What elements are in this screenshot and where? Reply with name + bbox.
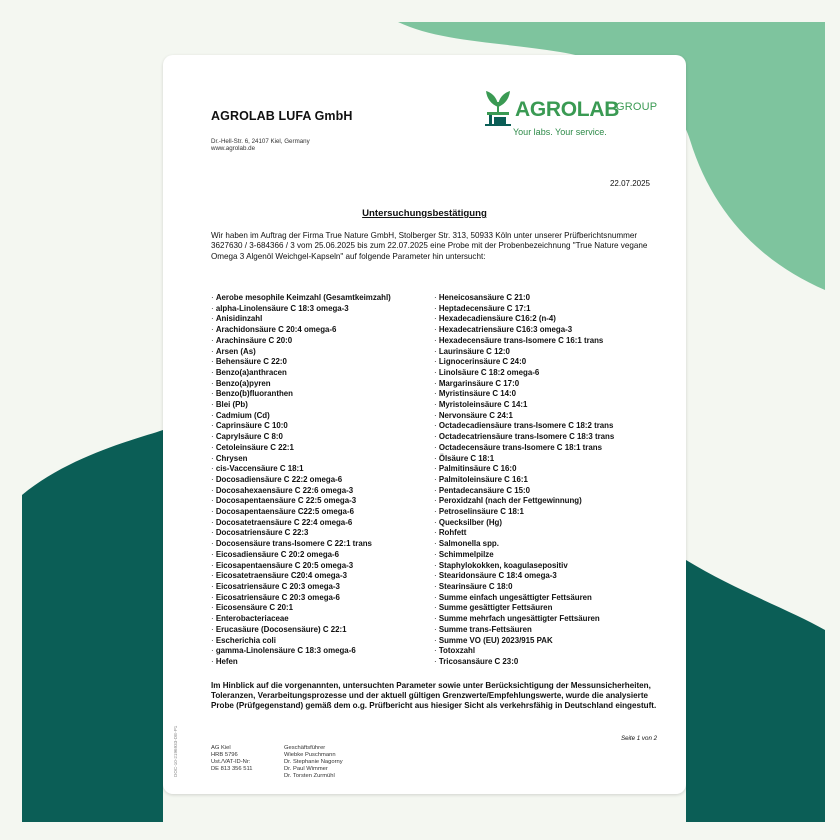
footer-line: AG Kiel: [211, 745, 231, 751]
parameter-item: · Docosapentaensäure C22:5 omega-6: [211, 507, 391, 518]
parameter-item: · Docosahexaensäure C 22:6 omega-3: [211, 486, 391, 497]
parameter-item: · Myristinsäure C 14:0: [434, 389, 614, 400]
parameter-item: · Octadecatriensäure trans-Isomere C 18:3 trans: [434, 432, 614, 443]
parameter-item: · Palmitinsäure C 16:0: [434, 464, 614, 475]
parameter-item: · Rohfett: [434, 528, 614, 539]
parameter-item: · Lignocerinsäure C 24:0: [434, 357, 614, 368]
parameter-item: · Docosadiensäure C 22:2 omega-6: [211, 475, 391, 486]
parameter-item: · Benzo(a)anthracen: [211, 368, 391, 379]
parameter-item: · Hexadecadiensäure C16:2 (n-4): [434, 314, 614, 325]
parameter-item: · Heptadecensäure C 17:1: [434, 304, 614, 315]
certificate-document: [163, 55, 686, 794]
company-name: AGROLAB LUFA GmbH: [211, 109, 353, 123]
parameter-item: · Octadecensäure trans-Isomere C 18:1 trans: [434, 443, 614, 454]
footer-line: Wiebke Puschmann: [284, 752, 336, 758]
parameter-item: · Hexadecensäure trans-Isomere C 16:1 trans: [434, 336, 614, 347]
parameter-item: · Benzo(a)pyren: [211, 379, 391, 390]
parameter-item: · Salmonella spp.: [434, 539, 614, 550]
closing-paragraph: Im Hinblick auf die vorgenannten, untersuchten Parameter sowie unter Berücksichtigung der Messunsicherheiten, Toleranzen, Verarbeitungsprozesse und der aktuell gültigen Grenzwerte/Empfehlungswerte, wurde die analysierte Probe (Prüfgegenstand) gemäß dem o.g. Prüfbericht aus hiesiger Sicht als verkehrsfähig in Deutschland eingestuft.: [211, 681, 657, 711]
address-website: www.agrolab.de: [211, 145, 256, 153]
parameter-item: · Eicosatetraensäure C20:4 omega-3: [211, 571, 391, 582]
logo-group-text: GROUP: [616, 101, 658, 113]
parameter-item: · Hefen: [211, 657, 391, 668]
parameter-item: · Pentadecansäure C 15:0: [434, 486, 614, 497]
parameter-item: · Margarinsäure C 17:0: [434, 379, 614, 390]
parameter-item: · Cadmium (Cd): [211, 411, 391, 422]
parameter-item: · Nervonsäure C 24:1: [434, 411, 614, 422]
parameter-item: · Caprylsäure C 8:0: [211, 432, 391, 443]
parameter-item: · Stearinsäure C 18:0: [434, 582, 614, 593]
parameter-list-right: [434, 293, 614, 668]
parameter-item: · Cetoleinsäure C 22:1: [211, 443, 391, 454]
parameter-item: · Laurinsäure C 12:0: [434, 347, 614, 358]
parameter-item: · Schimmelpilze: [434, 550, 614, 561]
parameter-item: · Behensäure C 22:0: [211, 357, 391, 368]
footer-management: [284, 745, 343, 780]
footer-line: HRB 5796: [211, 752, 238, 758]
footer-line: Dr. Stephanie Nagorny: [284, 759, 343, 765]
parameter-item: · Stearidonsäure C 18:4 omega-3: [434, 571, 614, 582]
parameter-item: · Arsen (As): [211, 347, 391, 358]
document-heading: Untersuchungsbestätigung: [362, 208, 487, 219]
footer-line: Geschäftsführer: [284, 745, 326, 751]
parameter-item: · Totoxzahl: [434, 646, 614, 657]
parameter-item: · Anisidinzahl: [211, 314, 391, 325]
parameter-item: · Octadecadiensäure trans-Isomere C 18:2 trans: [434, 421, 614, 432]
parameter-item: · Benzo(b)fluoranthen: [211, 389, 391, 400]
page-number: Seite 1 von 2: [620, 735, 658, 742]
parameter-item: · Palmitoleinsäure C 16:1: [434, 475, 614, 486]
parameter-item: · Summe einfach ungesättigter Fettsäuren: [434, 593, 614, 604]
footer-line: Dr. Torsten Zurmühl: [284, 773, 335, 779]
parameter-item: · Eicosatriensäure C 20:3 omega-6: [211, 593, 391, 604]
footer-registration: [211, 745, 252, 773]
parameter-item: · cis-Vaccensäure C 18:1: [211, 464, 391, 475]
parameter-item: · Escherichia coli: [211, 636, 391, 647]
logo-tagline: Your labs. Your service.: [513, 127, 607, 137]
parameter-item: · Staphylokokken, koagulasepositiv: [434, 561, 614, 572]
parameter-item: · Summe mehrfach ungesättigter Fettsäuren: [434, 614, 614, 625]
parameter-item: · Docosensäure trans-Isomere C 22:1 trans: [211, 539, 391, 550]
parameter-item: · Petroselinsäure C 18:1: [434, 507, 614, 518]
parameter-item: · Eicosatriensäure C 20:3 omega-3: [211, 582, 391, 593]
parameter-item: · Docosapentaensäure C 22:5 omega-3: [211, 496, 391, 507]
parameter-item: · Arachinsäure C 20:0: [211, 336, 391, 347]
document-code: DOC-10-2196933-DE-P1: [173, 725, 178, 777]
intro-paragraph: Wir haben im Auftrag der Firma True Nature GmbH, Stolberger Str. 313, 50933 Köln unter unserer Prüfberichtsnummer 3627630 / 3-684366 / 3 vom 25.06.2025 bis zum 22.07.2025 eine Probe mit der Probenbezeichnung "True Nature vegane Omega 3 Algenöl Weichgel-Kapseln" auf folgende Parameter hin untersucht:: [211, 231, 648, 261]
parameter-item: · alpha-Linolensäure C 18:3 omega-3: [211, 304, 391, 315]
footer-line: Ust./VAT-ID-Nr:: [211, 759, 251, 765]
parameter-item: · Heneicosansäure C 21:0: [434, 293, 614, 304]
parameter-item: · Enterobacteriaceae: [211, 614, 391, 625]
address-street: Dr.-Hell-Str. 6, 24107 Kiel, Germany: [211, 138, 310, 145]
parameter-item: · Linolsäure C 18:2 omega-6: [434, 368, 614, 379]
parameter-item: · gamma-Linolensäure C 18:3 omega-6: [211, 646, 391, 657]
logo-wordmark: AGROLAB: [515, 98, 620, 121]
parameter-item: · Blei (Pb): [211, 400, 391, 411]
parameter-item: · Eicosadiensäure C 20:2 omega-6: [211, 550, 391, 561]
company-address: [211, 138, 310, 153]
parameter-item: · Tricosansäure C 23:0: [434, 657, 614, 668]
parameter-list-left: [211, 293, 391, 668]
footer-line: DE 813 356 511: [211, 766, 253, 772]
parameter-item: · Chrysen: [211, 454, 391, 465]
plant-lab-icon: [476, 85, 520, 129]
parameter-item: · Aerobe mesophile Keimzahl (Gesamtkeimzahl): [211, 293, 391, 304]
parameter-item: · Erucasäure (Docosensäure) C 22:1: [211, 625, 391, 636]
parameter-item: · Summe gesättigter Fettsäuren: [434, 603, 614, 614]
parameter-item: · Arachidonsäure C 20:4 omega-6: [211, 325, 391, 336]
parameter-item: · Caprinsäure C 10:0: [211, 421, 391, 432]
parameter-item: · Peroxidzahl (nach der Fettgewinnung): [434, 496, 614, 507]
footer-line: Dr. Paul Wimmer: [284, 766, 328, 772]
parameter-item: · Docosatetraensäure C 22:4 omega-6: [211, 518, 391, 529]
parameter-item: · Quecksilber (Hg): [434, 518, 614, 529]
parameter-item: · Eicosapentaensäure C 20:5 omega-3: [211, 561, 391, 572]
parameter-item: · Ölsäure C 18:1: [434, 454, 614, 465]
parameter-item: · Docosatriensäure C 22:3: [211, 528, 391, 539]
parameter-item: · Eicosensäure C 20:1: [211, 603, 391, 614]
document-date: 22.07.2025: [609, 179, 650, 188]
parameter-item: · Hexadecatriensäure C16:3 omega-3: [434, 325, 614, 336]
parameter-item: · Summe trans-Fettsäuren: [434, 625, 614, 636]
parameter-item: · Summe VO (EU) 2023/915 PAK: [434, 636, 614, 647]
parameter-item: · Myristoleinsäure C 14:1: [434, 400, 614, 411]
